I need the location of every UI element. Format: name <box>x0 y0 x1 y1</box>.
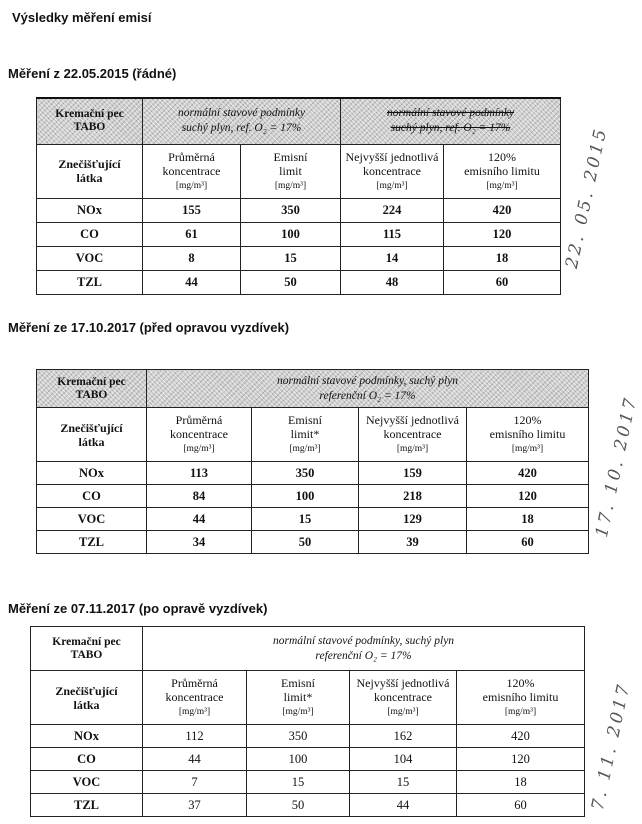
emission-limit: 50 <box>252 531 359 554</box>
column-header: 120% emisního limitu [mg/m³] <box>444 144 561 198</box>
emission-limit: 100 <box>252 485 359 508</box>
emission-limit: 350 <box>252 462 359 485</box>
column-header: 120% emisního limitu [mg/m³] <box>457 671 585 725</box>
handwritten-date-2015: 22. 05. 2015 <box>562 124 612 271</box>
avg-concentration: 37 <box>143 794 247 817</box>
max-concentration: 162 <box>350 725 457 748</box>
emission-limit: 100 <box>241 222 341 246</box>
pollutant-name: VOC <box>37 508 147 531</box>
pollutant-column-header: Znečišťující látka <box>37 408 147 462</box>
table-row <box>37 198 561 222</box>
avg-concentration: 34 <box>147 531 252 554</box>
column-header: Nejvyšší jednotlivá koncentrace [mg/m³] <box>350 671 457 725</box>
column-header: Průměrná koncentrace [mg/m³] <box>143 671 247 725</box>
column-header: Nejvyšší jednotlivá koncentrace [mg/m³] <box>359 408 467 462</box>
emission-limit: 15 <box>241 246 341 270</box>
pollutant-column-header: Znečišťující látka <box>31 671 143 725</box>
avg-concentration: 155 <box>143 198 241 222</box>
table-row <box>31 748 585 771</box>
section-heading-2017-before: Měření ze 17.10.2017 (před opravou vyzdívek) <box>8 320 290 335</box>
column-header: Nejvyšší jednotlivá koncentrace [mg/m³] <box>341 144 444 198</box>
avg-concentration: 7 <box>143 771 247 794</box>
conditions-header: normální stavové podmínky suchý plyn, ref. O₂ = 17% <box>143 98 341 144</box>
pollutant-name: CO <box>31 748 143 771</box>
max-concentration: 224 <box>341 198 444 222</box>
avg-concentration: 61 <box>143 222 241 246</box>
column-header: Průměrná koncentrace [mg/m³] <box>143 144 241 198</box>
table-row <box>37 270 561 294</box>
limit-120: 120 <box>444 222 561 246</box>
max-concentration: 115 <box>341 222 444 246</box>
table-corner-header: Kremační pec TABO <box>37 370 147 408</box>
table-row <box>37 508 589 531</box>
emission-table-2017-before <box>36 369 589 554</box>
avg-concentration: 112 <box>143 725 247 748</box>
max-concentration: 104 <box>350 748 457 771</box>
pollutant-name: VOC <box>37 246 143 270</box>
avg-concentration: 8 <box>143 246 241 270</box>
table-row <box>37 485 589 508</box>
pollutant-name: NOx <box>37 462 147 485</box>
pollutant-name: CO <box>37 485 147 508</box>
max-concentration: 48 <box>341 270 444 294</box>
limit-120: 120 <box>467 485 589 508</box>
limit-120: 60 <box>444 270 561 294</box>
limit-120: 420 <box>457 725 585 748</box>
limit-120: 18 <box>467 508 589 531</box>
conditions-header: normální stavové podmínky suchý plyn, ref. O₂ = 17% <box>341 98 561 144</box>
pollutant-name: CO <box>37 222 143 246</box>
table-row <box>31 794 585 817</box>
emission-limit: 350 <box>241 198 341 222</box>
emission-limit: 100 <box>247 748 350 771</box>
limit-120: 420 <box>444 198 561 222</box>
limit-120: 18 <box>444 246 561 270</box>
limit-120: 120 <box>457 748 585 771</box>
limit-120: 420 <box>467 462 589 485</box>
emission-table-2017-after <box>30 626 585 817</box>
emission-limit: 350 <box>247 725 350 748</box>
section-heading-2015: Měření z 22.05.2015 (řádné) <box>8 66 177 81</box>
avg-concentration: 44 <box>143 270 241 294</box>
conditions-header: normální stavové podmínky, suchý plyn referenční O₂ = 17% <box>147 370 589 408</box>
emission-limit: 50 <box>247 794 350 817</box>
emission-limit: 15 <box>252 508 359 531</box>
avg-concentration: 113 <box>147 462 252 485</box>
pollutant-name: NOx <box>37 198 143 222</box>
avg-concentration: 84 <box>147 485 252 508</box>
pollutant-name: NOx <box>31 725 143 748</box>
pollutant-name: VOC <box>31 771 143 794</box>
max-concentration: 14 <box>341 246 444 270</box>
limit-120: 18 <box>457 771 585 794</box>
column-header: Emisní limit* [mg/m³] <box>247 671 350 725</box>
table-row <box>37 462 589 485</box>
table-row <box>37 531 589 554</box>
max-concentration: 44 <box>350 794 457 817</box>
max-concentration: 218 <box>359 485 467 508</box>
avg-concentration: 44 <box>143 748 247 771</box>
table-row <box>37 246 561 270</box>
limit-120: 60 <box>467 531 589 554</box>
table-corner-header: Kremační pec TABO <box>31 627 143 671</box>
handwritten-date-2017-after: 7. 11. 2017 <box>588 680 635 813</box>
column-header: Průměrná koncentrace [mg/m³] <box>147 408 252 462</box>
section-heading-2017-after: Měření ze 07.11.2017 (po opravě vyzdívek) <box>8 601 268 616</box>
document-title: Výsledky měření emisí <box>12 10 152 25</box>
table-row <box>37 222 561 246</box>
handwritten-date-2017-before: 17. 10. 2017 <box>592 393 642 540</box>
table-row <box>31 771 585 794</box>
max-concentration: 39 <box>359 531 467 554</box>
max-concentration: 15 <box>350 771 457 794</box>
table-corner-header: Kremační pec TABO <box>37 98 143 144</box>
pollutant-column-header: Znečišťující látka <box>37 144 143 198</box>
pollutant-name: TZL <box>31 794 143 817</box>
max-concentration: 129 <box>359 508 467 531</box>
emission-limit: 50 <box>241 270 341 294</box>
limit-120: 60 <box>457 794 585 817</box>
column-header: 120% emisního limitu [mg/m³] <box>467 408 589 462</box>
pollutant-name: TZL <box>37 531 147 554</box>
column-header: Emisní limit* [mg/m³] <box>252 408 359 462</box>
column-header: Emisní limit [mg/m³] <box>241 144 341 198</box>
conditions-header: normální stavové podmínky, suchý plyn referenční O₂ = 17% <box>143 627 585 671</box>
max-concentration: 159 <box>359 462 467 485</box>
pollutant-name: TZL <box>37 270 143 294</box>
emission-limit: 15 <box>247 771 350 794</box>
table-row <box>31 725 585 748</box>
avg-concentration: 44 <box>147 508 252 531</box>
emission-table-2015 <box>36 97 561 295</box>
